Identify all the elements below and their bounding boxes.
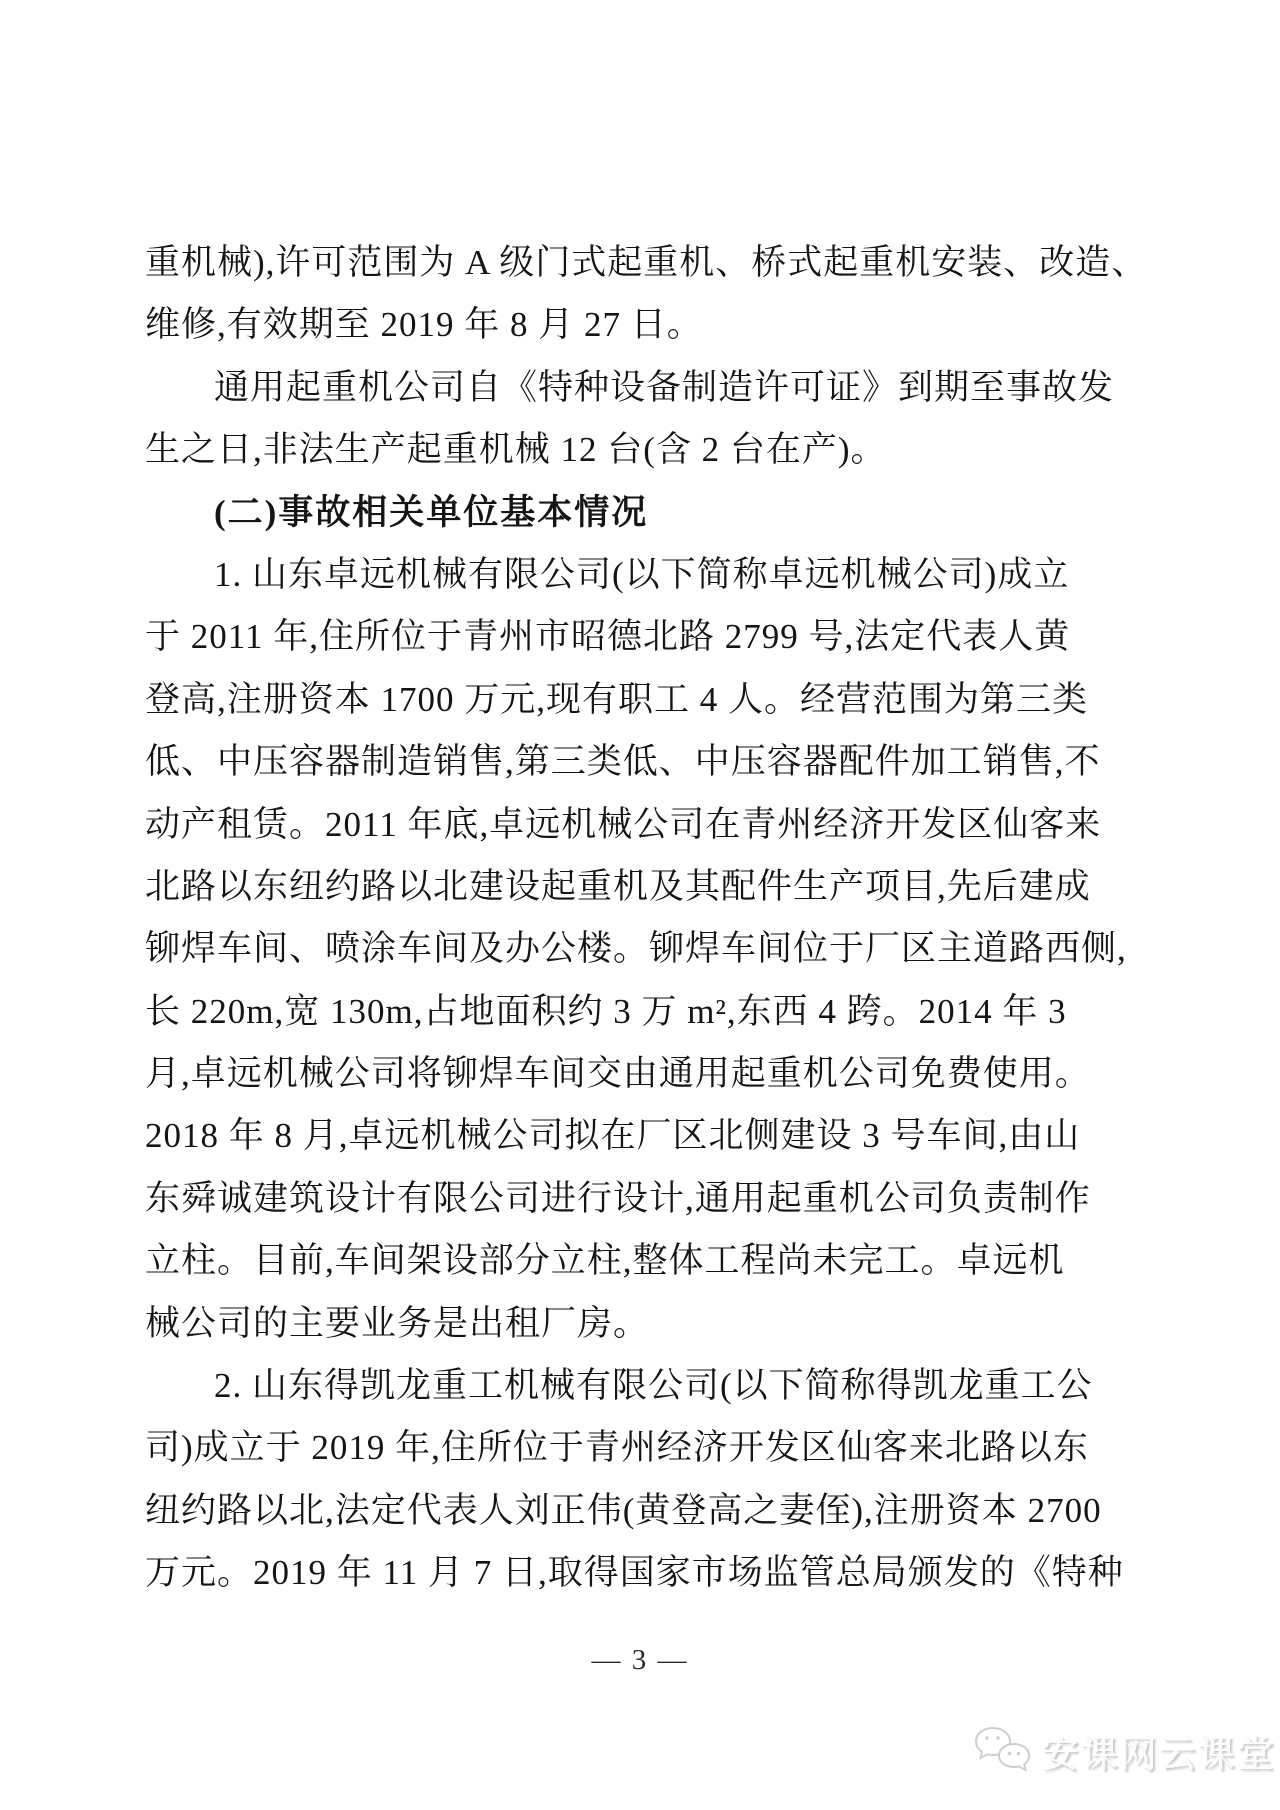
text-line: 重机械),许可范围为 A 级门式起重机、桥式起重机安装、改造、 [145,243,1148,282]
text-line: 立柱。目前,车间架设部分立柱,整体工程尚未完工。卓远机 [145,1241,1065,1281]
text-line: 低、中压容器制造销售,第三类低、中压容器配件加工销售,不 [145,742,1101,782]
watermark [972,1724,1276,1778]
text-line: 1. 山东卓远机械有限公司(以下简称卓远机械公司)成立 [214,554,1070,594]
text-line: 于 2011 年,住所位于青州市昭德北路 2799 号,法定代表人黄 [145,617,1071,657]
text-line: 司)成立于 2019 年,住所位于青州经济开发区仙客来北路以东 [145,1428,1089,1468]
text-line: 月,卓远机械公司将铆焊车间交由通用起重机公司免费使用。 [145,1054,1091,1094]
text-line: 东舜诚建筑设计有限公司进行设计,通用起重机公司负责制作 [145,1178,1091,1218]
text-line: 维修,有效期至 2019 年 8 月 27 日。 [145,305,703,345]
document-body [145,232,1148,1605]
text-line: 械公司的主要业务是出租厂房。 [145,1303,650,1343]
text-line: 通用起重机公司自《特种设备制造许可证》到期至事故发 [214,367,1115,407]
watermark-label: 安课网云课堂 [1042,1734,1276,1775]
chat-bubbles-icon [972,1724,1034,1778]
text-line: 万元。2019 年 11 月 7 日,取得国家市场监管总局颁发的《特种 [145,1553,1124,1593]
text-line: 登高,注册资本 1700 万元,现有职工 4 人。经营范围为第三类 [145,679,1089,719]
text-line: 动产租赁。2011 年底,卓远机械公司在青州经济开发区仙客来 [145,804,1102,844]
section-heading: (二)事故相关单位基本情况 [214,492,649,532]
page-number: — 3 — [591,1644,689,1676]
text-line: 长 220m,宽 130m,占地面积约 3 万 m²,东西 4 跨。2014 年 3 [145,991,1067,1031]
text-line: 2. 山东得凯龙重工机械有限公司(以下简称得凯龙重工公 [214,1366,1093,1406]
text-line: 北路以东纽约路以北建设起重机及其配件生产项目,先后建成 [145,866,1091,906]
text-line: 铆焊车间、喷涂车间及办公楼。铆焊车间位于厂区主道路西侧, [145,929,1127,969]
text-line: 纽约路以北,法定代表人刘正伟(黄登高之妻侄),注册资本 2700 [145,1490,1102,1530]
text-line: 生之日,非法生产起重机械 12 台(含 2 台在产)。 [145,430,887,470]
text-line: 2018 年 8 月,卓远机械公司拟在厂区北侧建设 3 号车间,由山 [145,1116,1081,1156]
